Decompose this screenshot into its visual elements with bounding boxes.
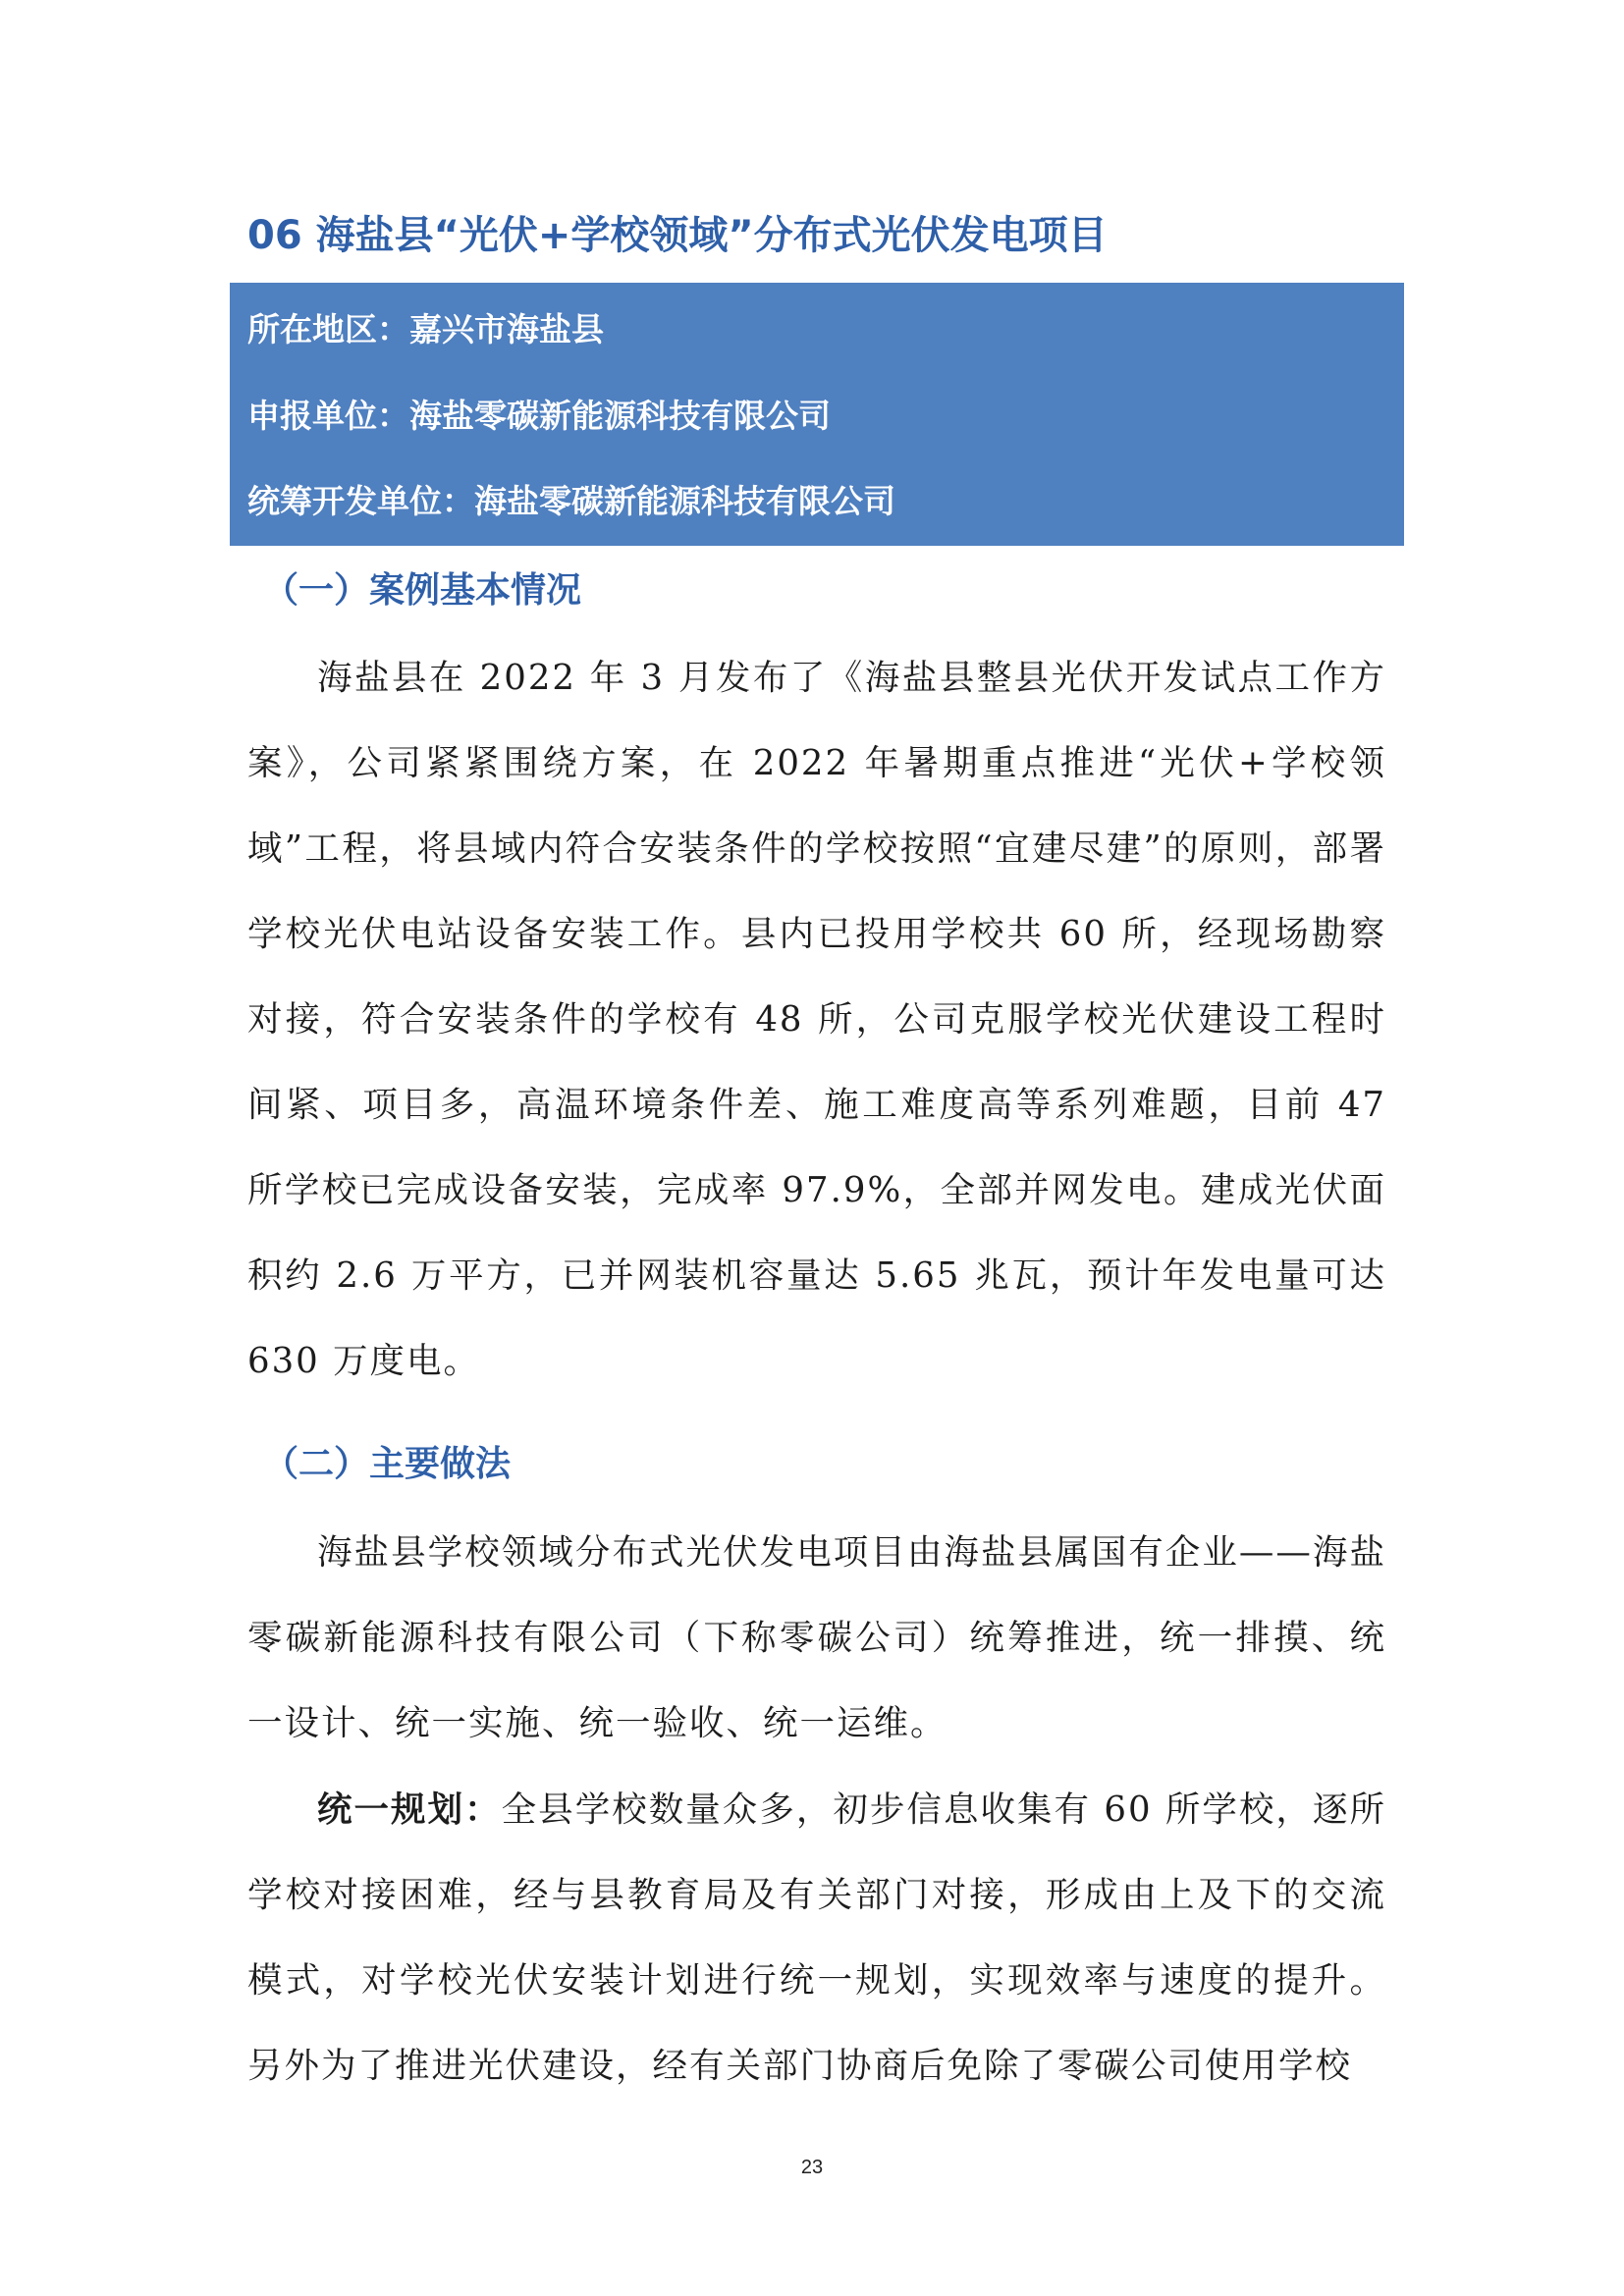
project-info-box (230, 283, 1404, 546)
info-region: 所在地区：嘉兴市海盐县 (247, 310, 604, 348)
methods-paragraph-2 (247, 1767, 1386, 2109)
info-developer: 统筹开发单位：海盐零碳新能源科技有限公司 (247, 482, 895, 520)
case-title: 06 海盐县“光伏+学校领域”分布式光伏发电项目 (247, 213, 1108, 258)
section-heading-methods: （二）主要做法 (263, 1444, 512, 1484)
basic-paragraph: 海盐县在 2022 年 3 月发布了《海盐县整县光伏开发试点工作方案》，公司紧紧围绕方案，在 2022 年暑期重点推进“光伏+学校领域”工程，将县域内符合安装条件的学校按照“宜建尽建”的原则，部署学校光伏电站设备安装工作。县内已投用学校共 60 所，经现场勘察对接，符合安装条件的学校有 48 所，公司克服学校光伏建设工程时间紧、项目多，高温环境条件差、施工难度高等系列难题，目前 47 所学校已完成设备安装，完成率 97.9%，全部并网发电。建成光伏面积约 2.6 万平方，已并网装机容量达 5.65 兆瓦，预计年发电量可达 630 万度电。 (247, 658, 1386, 1381)
unified-planning-label: 统一规划： (317, 1789, 502, 1830)
methods-paragraph-1: 海盐县学校领域分布式光伏发电项目由海盐县属国有企业——海盐零碳新能源科技有限公司（下称零碳公司）统筹推进，统一排摸、统一设计、统一实施、统一验收、统一运维。 (247, 1532, 1386, 1743)
unified-planning-text: 全县学校数量众多，初步信息收集有 60 所学校，逐所学校对接困难，经与县教育局及有关部门对接，形成由上及下的交流模式，对学校光伏安装计划进行统一规划，实现效率与速度的提升。另外为了推进光伏建设，经有关部门协商后免除了零碳公司使用学校 (247, 1789, 1386, 2086)
section-heading-basic: （一）案例基本情况 (263, 570, 582, 611)
page-number: 23 (800, 2157, 824, 2178)
info-applicant: 申报单位：海盐零碳新能源科技有限公司 (247, 397, 831, 435)
